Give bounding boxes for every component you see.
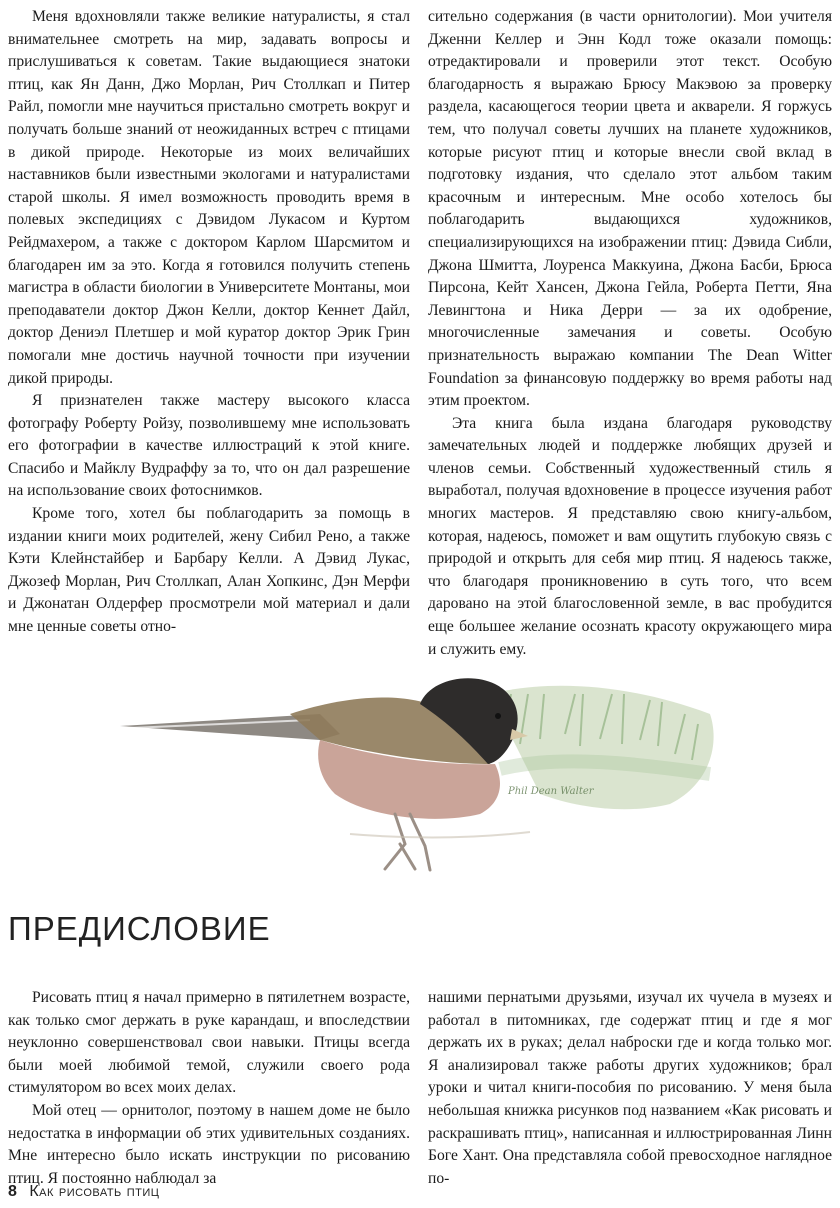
paragraph: нашими пернатыми друзьями, изучал их чучела в музеях и работал в питомниках, где содержат птиц и где я мог держать их в руках; делал наброски где и когда только мог. Я анализировал также работы других художников; брал уроки и читал книги-пособия по рисованию. У меня была небольшая книжка рисунков под названием «Как рисовать и раскрашивать птиц», написанная и иллюстрированная Линн Боге Хант. Она представляла собой превосходное наглядное по- (428, 989, 832, 1187)
artist-signature: Phil Dean Walter (508, 786, 594, 797)
paragraph: Я признателен также мастеру высокого класса фотографу Роберту Ройзу, позволившему мне использовать его фотографии в качестве иллюстраций к этой книге. Спасибо и Майклу Вудраффу за то, что он дал разрешение на использование своих фотоснимков. (8, 392, 410, 500)
ground-line (350, 832, 530, 838)
column-bottom-right (428, 987, 832, 1190)
section-title: ПРЕДИСЛОВИЕ (8, 910, 271, 947)
running-title: Как рисовать птиц (29, 1183, 160, 1200)
bird-legs (385, 814, 430, 870)
bird-eye (495, 713, 501, 719)
paragraph: Меня вдохновляли также великие натуралисты, я стал внимательнее смотреть на мир, задавать вопросы и прислушиваться к советам. Такие выдающиеся знатоки птиц, как Ян Данн, Джо Морлан, Рич Столлкап и Питер Райл, помогли мне научиться пристально смотреть вокруг и получать больше знаний от неожиданных встреч с птицами в дикой природе. Некоторые из моих величайших наставников были известными экологами и натуралистами старой школы. Я имел возможность проводить время в полевых экспедициях с Дэвидом Лукасом и Куртом Рейдмахером, а также с доктором Карлом Шарсмитом и благодарен им за это. Когда я готовился получить степень магистра в области биологии в Университете Монтаны, мои преподаватели доктор Джон Келли, доктор Кеннет Дайл, доктор Дениэл Плетшер и мой куратор доктор Эрик Грин помогали мне достичь научной точности при изучении дикой природы. (8, 8, 410, 387)
paragraph: Эта книга была издана благодаря руководству замечательных людей и поддержке любящих друзей и членов семьи. Собственный художественный стиль я выработал, получая вдохновение в процессе изучения работ многих мастеров. Я представляю свою книгу-альбом, которая, надеюсь, поможет и вам ощутить глубокую связь с природой и открыть для себя мир птиц. Я надеюсь также, что благодаря проникновению в суть того, что всем дарованo на этой благословенной земле, в вас пробудится еще большее желание осознать красоту окружающего мира и служить ему. (428, 414, 832, 658)
junco-illustration (110, 674, 730, 880)
column-top-left (8, 6, 410, 639)
column-top-right (428, 6, 832, 661)
page-footer (8, 1183, 159, 1201)
paragraph: Мой отец — орнитолог, поэтому в нашем доме не было недостатка в информации об этих удивительных созданиях. Мне интересно было искать инструкции по рисованию птиц. Я постоянно наблюдал за (8, 1101, 410, 1187)
paragraph: Рисовать птиц я начал примерно в пятилетнем возрасте, как только смог держать в руке карандаш, и впоследствии неуклонно совершенствовал свои навыки. Птицы всегда были моей любимой темой, служили своего рода стимулятором во всех моих делах. (8, 989, 410, 1097)
paragraph: Кроме того, хотел бы поблагодарить за помощь в издании книги моих родителей, жену Сибил Рено, а также Кэти Клейнстайбер и Барбару Келли. А Дэвид Лукас, Джозеф Морлан, Рич Столлкап, Алан Хопкинс, Дэн Мерфи и Джонатан Олдерфер просмотрели мой материал и дали мне ценные советы отно- (8, 505, 410, 636)
paragraph: сительно содержания (в части орнитологии). Мои учителя Дженни Келлер и Энн Кодл тоже оказали помощь: отредактировали и проверили этот текст. Особую благодарность я выражаю Брюсу Макэвою за проверку раздела, касающегося теории цвета и акварели. Я горжусь тем, что получал советы лучших на планете художников, которые рисуют птиц и которые внесли свой вклад в подготовку издания, что сделало этот альбом таким красочным и интересным. Мне особо хотелось бы поблагодарить выдающихся художников, специализирующихся на изображении птиц: Дэвида Сибли, Джона Шмитта, Лоуренса Маккуина, Джона Басби, Брюса Пирсона, Кейт Хансен, Джона Гейла, Роберта Петти, Яна Левингтона и Ника Дерри — за их одобрение, многочисленные замечания и советы. Особую признательность выражаю компании The Dean Witter Foundation за финансовую поддержку во время работы над этим проектом. (428, 8, 832, 410)
page-number: 8 (8, 1183, 17, 1200)
column-bottom-left (8, 987, 410, 1190)
